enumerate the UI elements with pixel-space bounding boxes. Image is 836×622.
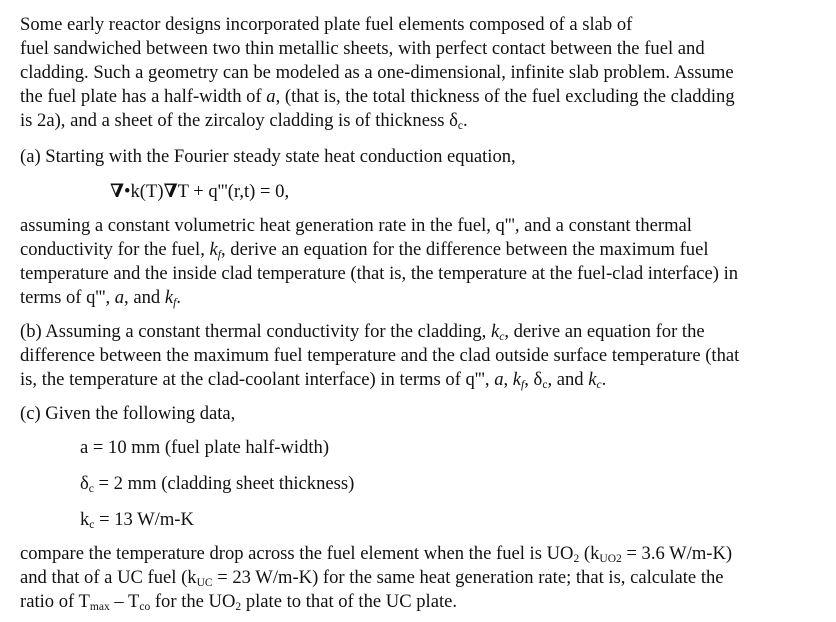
part-c-line-2: compare the temperature drop across the fuel element when the fuel is $UO_2$ ($k_{UO2} = 3.6$ W/m-K): [20, 543, 733, 566]
intro-line-3: cladding. Such a geometry can be modeled as a one-dimensional, infinite slab problem. Assume: [20, 62, 734, 83]
part-b-line-1: (b) Assuming a constant thermal conductivity for the cladding, $k_c$, derive an equation for the: [20, 321, 705, 344]
part-c-line-3: and that of a UC fuel ($k_{UC} = 23$ W/m-K) for the same heat generation rate; that is, calculate the: [20, 567, 724, 590]
part-a-line-3: conductivity for the fuel, $k_f$, derive an equation for the difference between the maximum fuel: [20, 239, 709, 262]
intro-line-2: fuel sandwiched between two thin metallic sheets, with perfect contact between the fuel and: [20, 38, 705, 59]
data-clad-conductivity: $k_c = 13$ W/m-K: [80, 509, 194, 532]
part-a-line-2: assuming a constant volumetric heat generation rate in the fuel, q''', and a constant thermal: [20, 215, 692, 236]
part-a-line-5: terms of q''', a, and $k_f$.: [20, 287, 181, 310]
part-b-line-2: difference between the maximum fuel temperature and the clad outside surface temperature (that: [20, 345, 740, 366]
part-a-paragraph: [20, 214, 820, 310]
part-b-line-3: is, the temperature at the clad-coolant interface) in terms of q''', a, $k_f$, $\delta_c$, and $k_c$.: [20, 369, 607, 392]
intro-line-5: is 2a), and a sheet of the zircaloy cladding is of thickness $\delta_c$.: [20, 110, 468, 133]
part-a-line-4: temperature and the inside clad temperature (that is, the temperature at the fuel-clad interface) in: [20, 263, 739, 284]
part-a-heading: (a) Starting with the Fourier steady state heat conduction equation,: [20, 146, 516, 167]
part-c-heading: (c) Given the following data,: [20, 403, 236, 424]
part-c-line-4: ratio of $T_{max} - T_{co}$ for the $UO_2$ plate to that of the UC plate.: [20, 591, 458, 614]
part-c-paragraph: [20, 542, 820, 614]
data-clad-thickness: $\delta_c = 2$ mm (cladding sheet thickness): [80, 473, 355, 496]
data-half-width: a = 10 mm (fuel plate half-width): [80, 437, 330, 458]
intro-line-4: the fuel plate has a half-width of a, (that is, the total thickness of the fuel excluding the cladding: [20, 86, 735, 107]
part-b-paragraph: [20, 320, 820, 392]
fourier-equation: ∇•k(T)∇T + q'''(r,t) = 0,: [110, 181, 290, 202]
intro-paragraph: [20, 13, 820, 133]
intro-line-1: Some early reactor designs incorporated plate fuel elements composed of a slab of: [20, 14, 633, 35]
